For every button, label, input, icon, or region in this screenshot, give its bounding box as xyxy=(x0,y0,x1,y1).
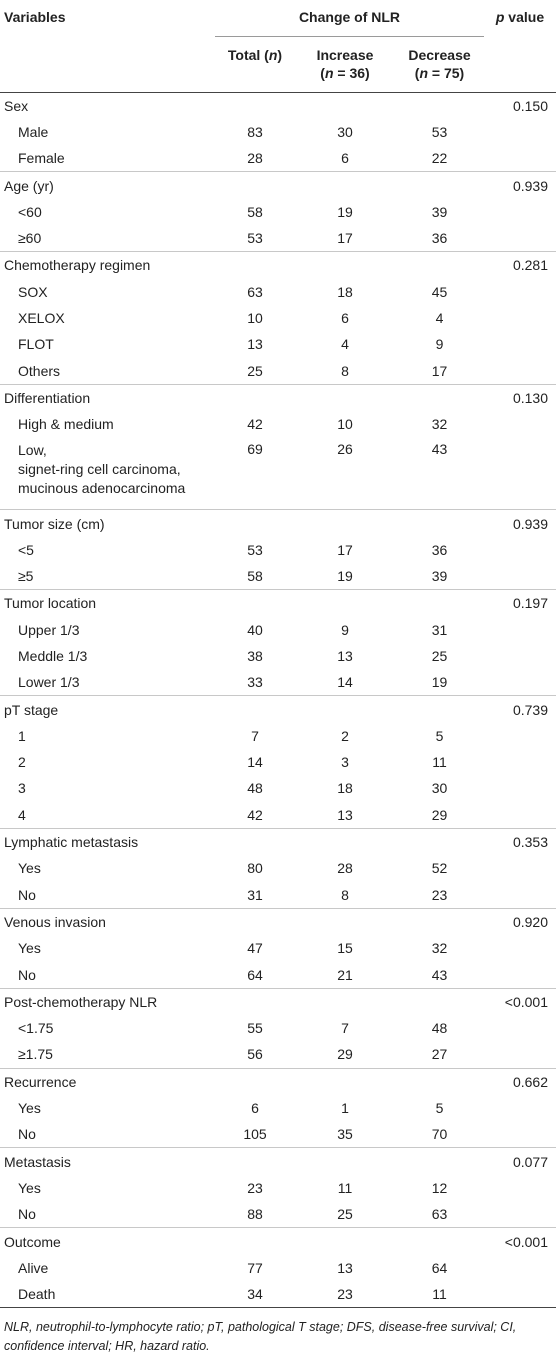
increase-cell: 17 xyxy=(337,230,353,247)
decrease-cell: 52 xyxy=(431,860,448,877)
row-label: Yes xyxy=(18,940,41,957)
total-cell: 47 xyxy=(247,940,263,957)
p-value-cell xyxy=(484,775,556,801)
row-label: Male xyxy=(18,123,49,140)
total-cell: 31 xyxy=(247,886,263,903)
total-cell: 53 xyxy=(247,230,263,247)
increase-cell: 8 xyxy=(341,886,349,903)
p-value-cell xyxy=(484,669,556,696)
p-value-cell xyxy=(484,617,556,643)
decrease-cell: 48 xyxy=(431,1020,448,1037)
row-label: ≥5 xyxy=(18,568,34,585)
increase-cell xyxy=(295,172,395,199)
table-row xyxy=(0,669,556,696)
increase-cell xyxy=(295,252,395,279)
increase-cell: 6 xyxy=(341,150,349,167)
table-row xyxy=(0,749,556,775)
p-value-cell xyxy=(484,411,556,437)
row-label: No xyxy=(18,886,36,903)
increase-cell: 29 xyxy=(337,1046,353,1063)
decrease-cell xyxy=(395,510,484,537)
increase-cell: 4 xyxy=(341,336,349,353)
p-value-cell xyxy=(484,357,556,384)
increase-cell: 19 xyxy=(337,568,353,585)
p-value-cell xyxy=(484,331,556,357)
increase-cell: 13 xyxy=(337,806,353,823)
table-row xyxy=(0,775,556,801)
p-value-cell: 0.353 xyxy=(484,828,556,855)
increase-cell: 19 xyxy=(337,203,353,220)
table-row xyxy=(0,617,556,643)
decrease-cell xyxy=(395,252,484,279)
row-label-line: mucinous adenocarcinoma xyxy=(18,480,186,497)
group-label: Post-chemotherapy NLR xyxy=(0,988,215,1015)
table-footnote: NLR, neutrophil-to-lymphocyte ratio; pT, pathological T stage; DFS, disease-free survival; CI, confidence interval; HR, hazard ratio. xyxy=(4,1320,517,1354)
increase-cell xyxy=(295,908,395,935)
p-value-cell xyxy=(484,305,556,331)
total-cell: 63 xyxy=(247,283,263,300)
increase-cell: 18 xyxy=(337,780,353,797)
p-value-cell xyxy=(484,537,556,563)
decrease-cell: 36 xyxy=(431,230,448,247)
total-cell xyxy=(215,92,295,119)
increase-cell: 13 xyxy=(337,647,353,664)
p-value-cell: 0.281 xyxy=(484,252,556,279)
total-cell: 7 xyxy=(251,727,259,744)
increase-cell xyxy=(295,828,395,855)
row-label: Alive xyxy=(18,1259,49,1276)
decrease-cell: 11 xyxy=(395,1281,484,1308)
decrease-cell: 4 xyxy=(435,310,444,327)
p-value-cell: 0.939 xyxy=(484,510,556,537)
total-cell: 34 xyxy=(215,1281,295,1308)
row-label-line: Low, xyxy=(18,442,47,459)
table-row xyxy=(0,437,556,510)
decrease-cell xyxy=(395,1148,484,1175)
row-label: Upper 1/3 xyxy=(18,621,80,638)
header-blank-pv xyxy=(484,36,556,92)
table-row xyxy=(0,411,556,437)
p-value-cell xyxy=(484,855,556,881)
p-value-cell: 0.197 xyxy=(484,590,556,617)
total-cell xyxy=(215,828,295,855)
table-row xyxy=(0,305,556,331)
p-value-cell xyxy=(484,802,556,829)
table-row xyxy=(0,563,556,590)
total-cell xyxy=(215,1228,295,1255)
increase-cell: 1 xyxy=(341,1100,349,1117)
row-label: <60 xyxy=(18,203,42,220)
group-label: Lymphatic metastasis xyxy=(0,828,215,855)
increase-cell: 25 xyxy=(337,1206,353,1223)
increase-cell xyxy=(295,988,395,1015)
table-row xyxy=(0,1041,556,1068)
p-value-cell xyxy=(484,882,556,909)
table-row xyxy=(0,935,556,961)
table-row xyxy=(0,1281,556,1308)
group-row xyxy=(0,696,556,723)
p-value-cell xyxy=(484,119,556,145)
table-row xyxy=(0,882,556,909)
decrease-cell: 11 xyxy=(432,754,447,771)
total-cell xyxy=(215,696,295,723)
p-value-cell xyxy=(484,225,556,252)
total-cell: 80 xyxy=(247,860,263,877)
p-value-cell: 0.662 xyxy=(484,1068,556,1095)
table-row xyxy=(0,357,556,384)
increase-cell xyxy=(295,510,395,537)
p-value-cell xyxy=(484,723,556,749)
row-label: Yes xyxy=(18,1179,41,1196)
row-label: FLOT xyxy=(18,336,54,353)
total-cell xyxy=(215,510,295,537)
group-label: Differentiation xyxy=(0,384,215,411)
row-label: Female xyxy=(18,150,65,167)
header-variables: Variables xyxy=(4,9,66,25)
decrease-cell xyxy=(395,384,484,411)
total-cell: 77 xyxy=(247,1259,263,1276)
table-row xyxy=(0,225,556,252)
row-label: No xyxy=(18,1206,36,1223)
total-cell: 42 xyxy=(247,806,263,823)
increase-cell: 26 xyxy=(337,441,353,458)
decrease-cell xyxy=(395,828,484,855)
row-label: Lower 1/3 xyxy=(18,674,80,691)
p-value-cell: 0.150 xyxy=(512,97,548,114)
decrease-cell: 63 xyxy=(431,1206,448,1223)
row-label: High & medium xyxy=(18,416,114,433)
increase-cell: 10 xyxy=(337,416,353,433)
table-row xyxy=(0,643,556,669)
p-value-cell: 0.130 xyxy=(484,384,556,411)
p-value-cell xyxy=(484,1175,556,1201)
group-row xyxy=(0,510,556,537)
increase-cell xyxy=(295,1068,395,1095)
increase-cell: 2 xyxy=(341,727,349,744)
total-cell: 23 xyxy=(247,1179,263,1196)
decrease-cell xyxy=(395,696,484,723)
total-cell xyxy=(215,908,295,935)
p-value-cell: 0.939 xyxy=(484,172,556,199)
group-row xyxy=(0,1068,556,1095)
row-label: 2 xyxy=(18,754,26,771)
decrease-cell xyxy=(395,172,484,199)
total-cell: 55 xyxy=(247,1020,263,1037)
table-row xyxy=(0,1095,556,1121)
decrease-cell: 25 xyxy=(431,647,448,664)
row-label: ≥1.75 xyxy=(18,1046,53,1063)
group-label: Chemotherapy regimen xyxy=(0,252,215,279)
row-label: Death xyxy=(0,1281,215,1308)
total-cell: 69 xyxy=(247,441,263,458)
decrease-cell: 43 xyxy=(431,441,448,458)
decrease-cell: 31 xyxy=(431,621,448,638)
header-blank xyxy=(0,36,215,92)
total-cell: 25 xyxy=(247,362,263,379)
increase-cell: 6 xyxy=(341,310,349,327)
total-cell: 14 xyxy=(247,754,263,771)
decrease-cell: 32 xyxy=(431,416,448,433)
table-header xyxy=(0,0,556,92)
increase-cell xyxy=(295,1148,395,1175)
row-label: SOX xyxy=(18,283,48,300)
header-change-of-nlr: Change of NLR xyxy=(215,0,484,36)
total-cell xyxy=(215,252,295,279)
total-cell: 48 xyxy=(247,780,263,797)
p-value-cell: <0.001 xyxy=(484,988,556,1015)
increase-cell: 18 xyxy=(337,283,353,300)
decrease-cell: 23 xyxy=(431,886,448,903)
group-row xyxy=(0,172,556,199)
header-increase: Increase (n = 36) xyxy=(295,36,395,92)
decrease-cell: 29 xyxy=(431,806,448,823)
increase-cell xyxy=(295,384,395,411)
increase-cell: 15 xyxy=(337,940,353,957)
group-row xyxy=(0,1228,556,1255)
p-value-cell xyxy=(484,1281,556,1308)
total-cell: 58 xyxy=(247,203,263,220)
table-row xyxy=(0,537,556,563)
group-label: Venous invasion xyxy=(0,908,215,935)
decrease-cell: 12 xyxy=(431,1179,448,1196)
decrease-cell: 39 xyxy=(431,203,448,220)
decrease-cell: 27 xyxy=(431,1046,448,1063)
total-cell: 40 xyxy=(247,621,263,638)
decrease-cell xyxy=(395,1068,484,1095)
total-cell: 28 xyxy=(247,150,263,167)
table-row xyxy=(0,1175,556,1201)
p-value-cell xyxy=(484,563,556,590)
group-label: Outcome xyxy=(0,1228,215,1255)
decrease-cell xyxy=(395,590,484,617)
decrease-cell: 43 xyxy=(431,966,448,983)
row-label: 4 xyxy=(18,806,26,823)
header-p-value: p value xyxy=(495,9,545,25)
decrease-cell: 70 xyxy=(431,1126,448,1143)
increase-cell: 7 xyxy=(341,1020,349,1037)
increase-cell xyxy=(295,696,395,723)
row-label xyxy=(0,437,215,510)
group-row xyxy=(0,828,556,855)
increase-cell: 35 xyxy=(337,1126,353,1143)
total-cell: 53 xyxy=(247,541,263,558)
decrease-cell: 5 xyxy=(435,727,444,744)
p-value-cell xyxy=(484,1095,556,1121)
group-label: Sex xyxy=(4,97,29,114)
group-row xyxy=(0,384,556,411)
total-cell: 38 xyxy=(247,647,263,664)
table-row xyxy=(0,855,556,881)
table-row xyxy=(0,1121,556,1148)
row-label-line: signet-ring cell carcinoma, xyxy=(18,461,181,478)
table-row xyxy=(0,279,556,305)
total-cell: 42 xyxy=(247,416,263,433)
total-cell: 10 xyxy=(247,310,263,327)
table-row xyxy=(0,802,556,829)
group-label: pT stage xyxy=(0,696,215,723)
table-row xyxy=(0,723,556,749)
decrease-cell: 5 xyxy=(435,1100,444,1117)
increase-cell: 3 xyxy=(341,754,349,771)
decrease-cell xyxy=(395,1228,484,1255)
row-label: Yes xyxy=(18,1100,41,1117)
increase-cell: 30 xyxy=(337,123,353,140)
table-row xyxy=(0,961,556,988)
header-total: Total (n) xyxy=(215,36,295,92)
increase-cell: 17 xyxy=(337,541,353,558)
increase-cell: 23 xyxy=(295,1281,395,1308)
total-cell xyxy=(215,172,295,199)
p-value-cell xyxy=(484,749,556,775)
group-label: Recurrence xyxy=(0,1068,215,1095)
row-label: <5 xyxy=(18,541,34,558)
total-cell xyxy=(215,384,295,411)
group-row xyxy=(0,988,556,1015)
decrease-cell xyxy=(395,92,484,119)
total-cell: 83 xyxy=(247,123,263,140)
table-row xyxy=(0,1255,556,1281)
total-cell xyxy=(215,988,295,1015)
p-value-cell xyxy=(484,199,556,225)
increase-cell: 8 xyxy=(341,362,349,379)
row-label: 1 xyxy=(18,727,26,744)
table-row xyxy=(0,1201,556,1228)
decrease-cell: 30 xyxy=(431,780,448,797)
row-label: XELOX xyxy=(18,310,65,327)
p-value-cell xyxy=(484,1255,556,1281)
total-cell: 88 xyxy=(247,1206,263,1223)
decrease-cell: 22 xyxy=(431,150,448,167)
p-value-cell xyxy=(484,935,556,961)
table-body xyxy=(0,92,556,1308)
p-value-cell xyxy=(484,437,556,510)
header-decrease: Decrease (n = 75) xyxy=(395,36,484,92)
p-value-cell xyxy=(484,1041,556,1068)
decrease-cell: 17 xyxy=(431,362,448,379)
group-label: Tumor location xyxy=(0,590,215,617)
group-row xyxy=(0,1148,556,1175)
increase-cell: 11 xyxy=(337,1179,353,1196)
decrease-cell xyxy=(395,988,484,1015)
increase-cell: 9 xyxy=(341,621,349,638)
total-cell xyxy=(215,590,295,617)
row-label: 3 xyxy=(18,780,26,797)
total-cell xyxy=(215,1148,295,1175)
increase-cell xyxy=(295,1228,395,1255)
p-value-cell xyxy=(484,1015,556,1041)
decrease-cell: 9 xyxy=(435,336,444,353)
row-label: Others xyxy=(18,362,61,379)
increase-cell: 14 xyxy=(337,674,353,691)
group-label: Age (yr) xyxy=(0,172,215,199)
decrease-cell: 45 xyxy=(431,283,448,300)
p-value-cell xyxy=(484,1121,556,1148)
decrease-cell: 19 xyxy=(431,674,448,691)
table-row xyxy=(0,119,556,145)
row-label: ≥60 xyxy=(18,230,42,247)
p-value-cell: 0.920 xyxy=(484,908,556,935)
table-row xyxy=(0,199,556,225)
group-row xyxy=(0,92,556,119)
decrease-cell: 36 xyxy=(431,541,448,558)
decrease-cell: 53 xyxy=(431,123,448,140)
row-label: <1.75 xyxy=(18,1020,54,1037)
table-row xyxy=(0,331,556,357)
group-row xyxy=(0,252,556,279)
p-value-cell: 0.739 xyxy=(484,696,556,723)
increase-cell: 13 xyxy=(337,1259,353,1276)
total-cell: 13 xyxy=(247,336,263,353)
total-cell: 58 xyxy=(247,568,263,585)
group-label: Metastasis xyxy=(0,1148,215,1175)
p-value-cell xyxy=(484,961,556,988)
p-value-cell xyxy=(484,643,556,669)
group-row xyxy=(0,590,556,617)
decrease-cell xyxy=(395,908,484,935)
group-row xyxy=(0,908,556,935)
table-row xyxy=(0,1015,556,1041)
decrease-cell: 64 xyxy=(431,1259,448,1276)
p-value-cell xyxy=(484,1201,556,1228)
table-row xyxy=(0,145,556,172)
increase-cell xyxy=(295,590,395,617)
decrease-cell: 32 xyxy=(431,940,448,957)
row-label: No xyxy=(18,1126,36,1143)
total-cell: 33 xyxy=(247,674,263,691)
increase-cell: 21 xyxy=(337,966,353,983)
row-label: Meddle 1/3 xyxy=(18,647,88,664)
group-label: Tumor size (cm) xyxy=(0,510,215,537)
row-label: No xyxy=(18,966,36,983)
p-value-cell: <0.001 xyxy=(484,1228,556,1255)
p-value-cell xyxy=(484,145,556,172)
total-cell: 56 xyxy=(247,1046,263,1063)
p-value-cell xyxy=(484,279,556,305)
total-cell xyxy=(215,1068,295,1095)
total-cell: 64 xyxy=(247,966,263,983)
p-value-cell: 0.077 xyxy=(484,1148,556,1175)
total-cell: 6 xyxy=(251,1100,259,1117)
increase-cell xyxy=(295,92,395,119)
increase-cell: 28 xyxy=(337,860,353,877)
decrease-cell: 39 xyxy=(431,568,448,585)
total-cell: 105 xyxy=(243,1126,267,1143)
row-label: Yes xyxy=(18,860,41,877)
